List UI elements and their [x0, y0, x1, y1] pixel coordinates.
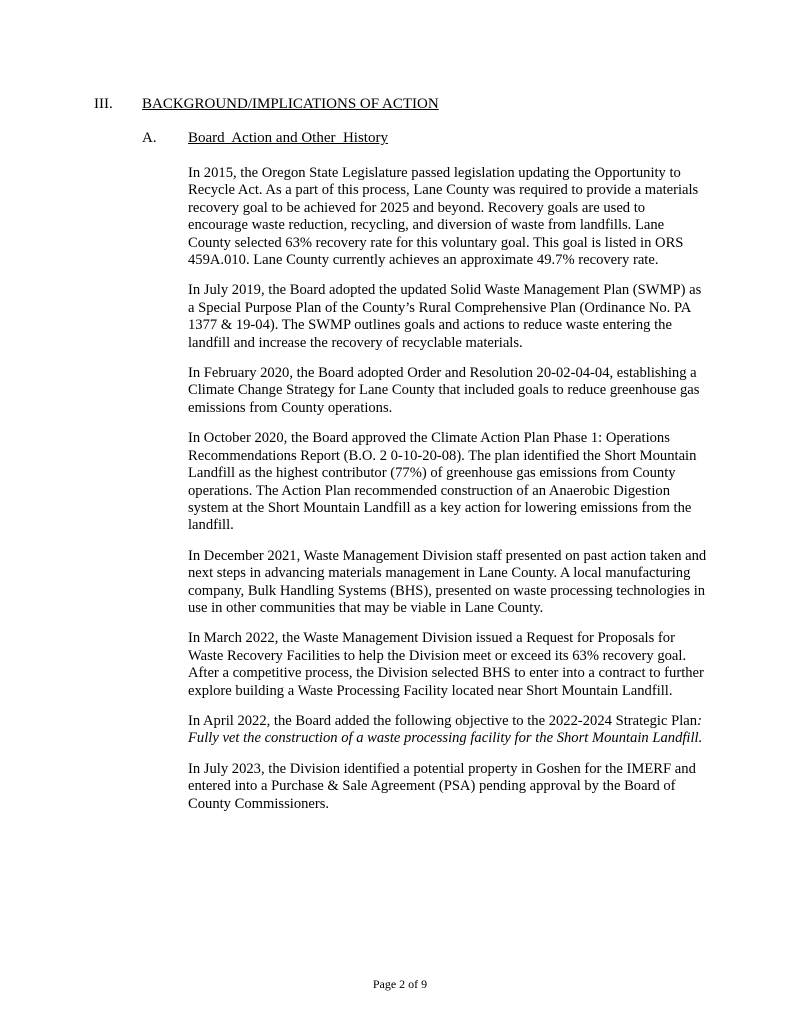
- paragraph-2022-rfp: In March 2022, the Waste Management Division issued a Request for Proposals for Waste Recovery Facilities to help the Division meet or exceed its 63% recovery goal. After a competitive process, the Division selected BHS to enter into a contract to further explore building a Waste Processing Facility located near Short Mountain Landfill.: [188, 630, 704, 699]
- subsection-heading: [142, 129, 388, 147]
- subsection-title: Board Action and Other History: [188, 130, 388, 146]
- paragraph-2021-bhs-presentation: In December 2021, Waste Management Division staff presented on past action taken and next steps in advancing materials management in Lane County. A local manufacturing company, Bulk Handling Systems (BHS), presented on waste processing technologies in use in other communities that may be viable in Lane County.: [188, 547, 707, 616]
- paragraph-2019-swmp: In July 2019, the Board adopted the updated Solid Waste Management Plan (SWMP) as a Special Purpose Plan of the County’s Rural Comprehensive Plan (Ordinance No. PA 1377 & 19-04). The SWMP outlines goals and actions to reduce waste entering the landfill and increase the recovery of recyclable materials.: [188, 282, 702, 351]
- paragraph-2015-legislation: In 2015, the Oregon State Legislature passed legislation updating the Opportunity to Recycle Act. As a part of this process, Lane County was required to provide a materials recovery goal to be achieved for 2025 and beyond. Recovery goals are used to encourage waste reduction, recycling, and diversion of waste from landfills. Lane County selected 63% recovery rate for this voluntary goal. This goal is listed in ORS 459A.010. Lane County currently achieves an approximate 49.7% recovery rate.: [188, 165, 699, 269]
- paragraph-2020-climate-strategy: In February 2020, the Board adopted Order and Resolution 20-02-04-04, establishing a Climate Change Strategy for Lane County that included goals to reduce greenhouse gas emissions from County operations.: [188, 365, 700, 416]
- strategic-plan-objective: : Fully vet the construction of a waste processing facility for the Short Mountain Landfill.: [188, 712, 703, 747]
- page-number: Page 2 of 9: [372, 977, 428, 991]
- body-text: [188, 165, 708, 826]
- paragraph-2020-climate-action-plan: In October 2020, the Board approved the Climate Action Plan Phase 1: Operations Recommendations Report (B.O. 2 0-10-20-08). The plan identified the Short Mountain Landfill as the highest contributor (77%) of greenhouse gas emissions from County operations. The Action Plan recommended construction of an Anaerobic Digestion system at the Short Mountain Landfill as a key action for lowering emissions from the landfill.: [188, 430, 697, 534]
- section-title: BACKGROUND/IMPLICATIONS OF ACTION: [142, 96, 439, 112]
- subsection-letter: A.: [142, 130, 157, 146]
- section-heading: [94, 95, 439, 113]
- page-footer: [0, 977, 800, 991]
- section-number: III.: [94, 96, 113, 112]
- paragraph-2022-strategic-plan: In April 2022, the Board added the following objective to the 2022-2024 Strategic Plan: Fully vet the construction of a waste processing facility for the Short Mountain Landfill.: [188, 712, 703, 747]
- paragraph-2023-property: In July 2023, the Division identified a potential property in Goshen for the IMERF and entered into a Purchase & Sale Agreement (PSA) pending approval by the Board of County Commissioners.: [188, 760, 696, 812]
